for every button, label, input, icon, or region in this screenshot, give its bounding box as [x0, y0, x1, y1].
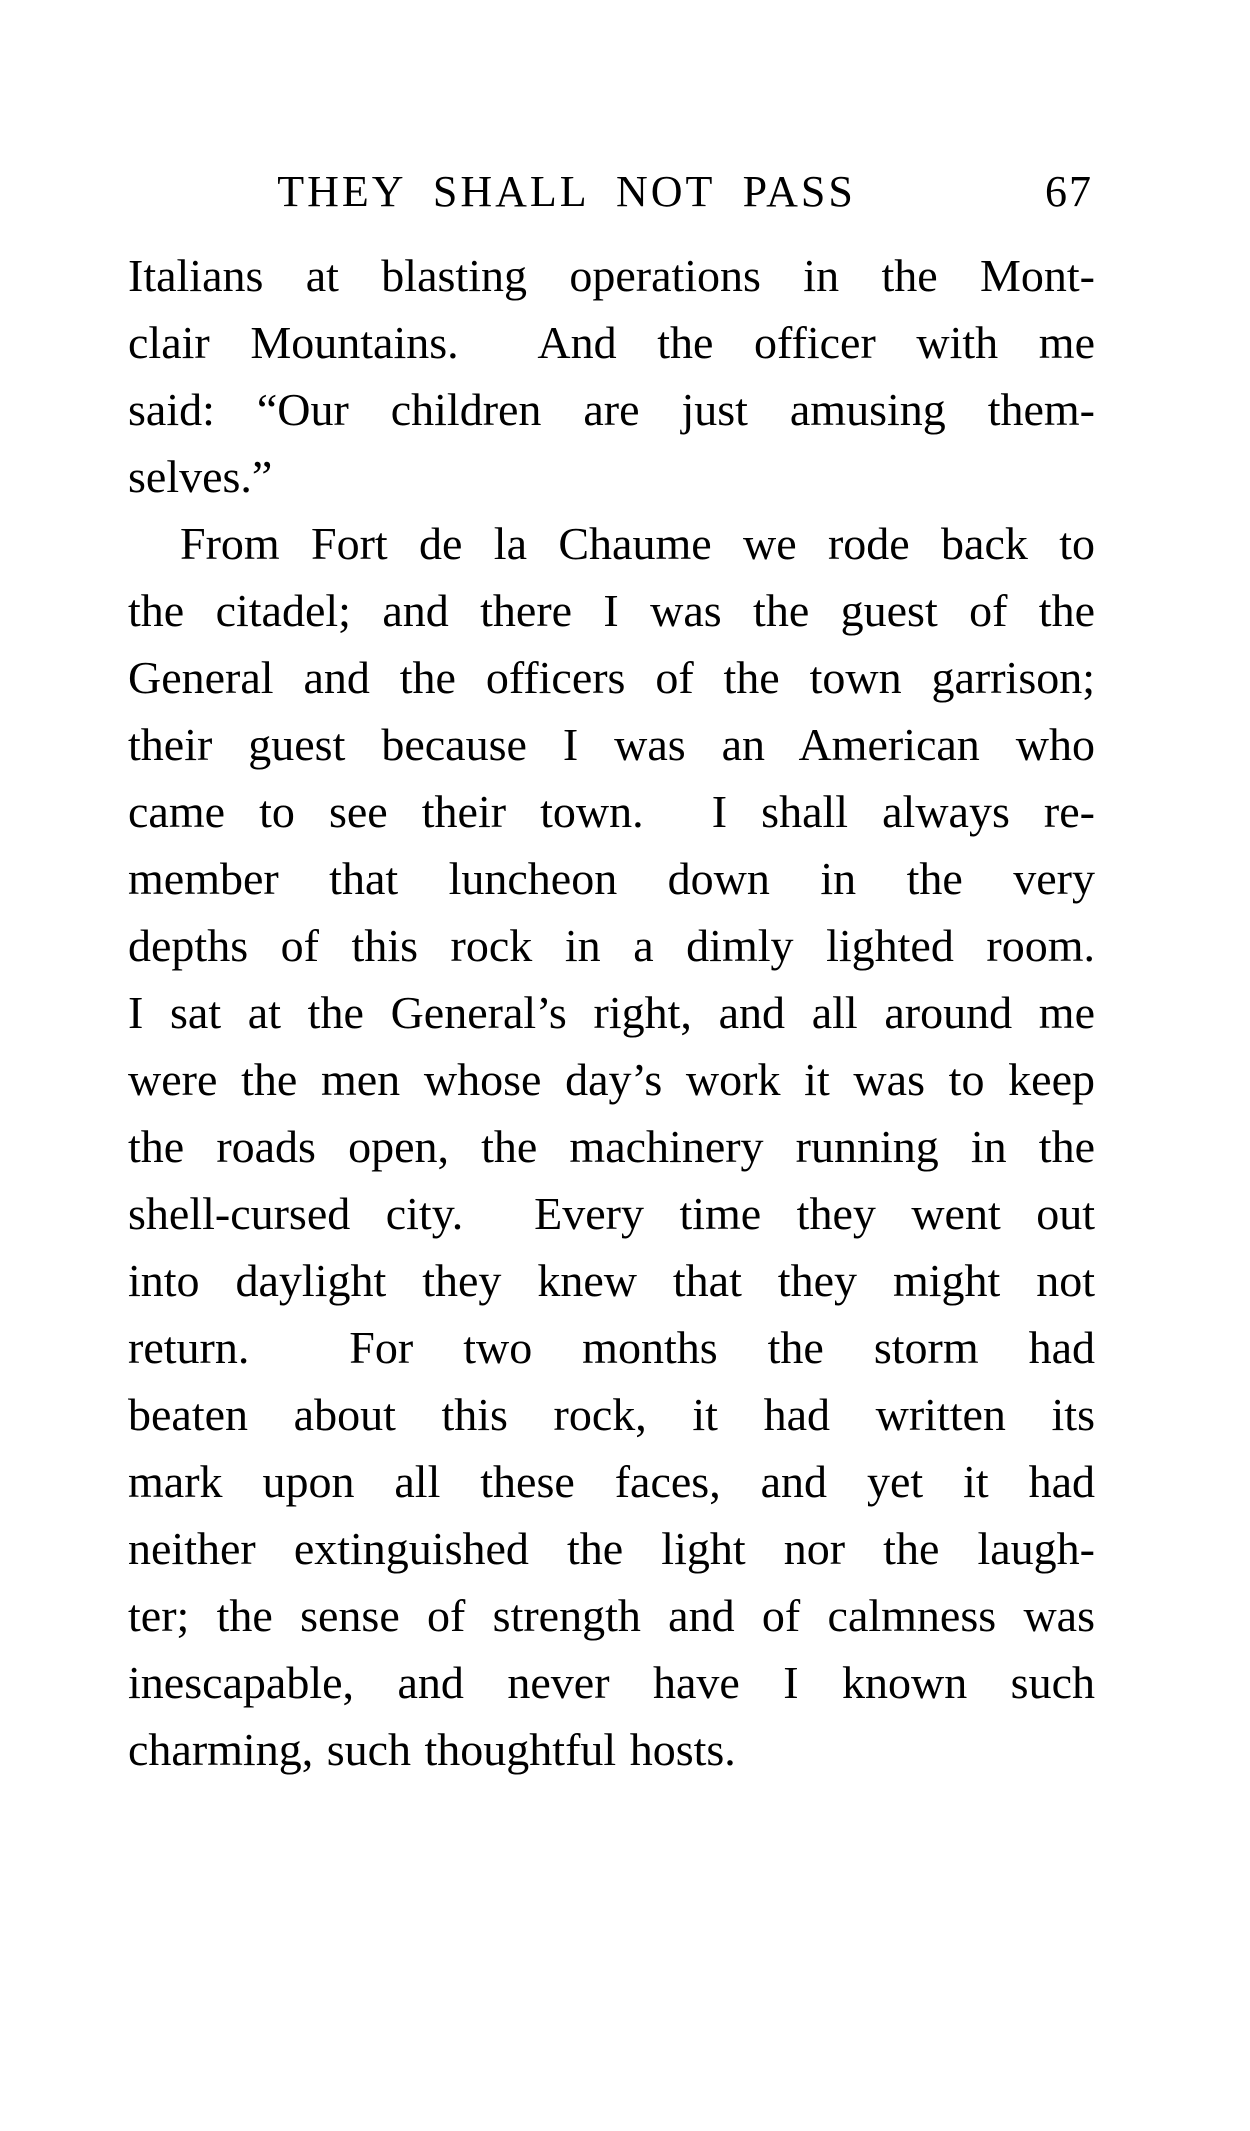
text-line: clair Mountains. And the officer with me	[128, 317, 1095, 368]
text-line: came to see their town. I shall always re-	[128, 786, 1095, 837]
text-line: ter; the sense of strength and of calmness was	[128, 1590, 1095, 1641]
text-line: Italians at blasting operations in the Mont-	[128, 250, 1095, 301]
running-head-title: THEY SHALL NOT PASS	[277, 167, 856, 216]
text-line: their guest because I was an American who	[128, 719, 1095, 770]
text-line: into daylight they knew that they might not	[128, 1255, 1095, 1306]
text-line: I sat at the General’s right, and all around me	[128, 987, 1095, 1038]
running-head	[128, 166, 1095, 218]
text-line: member that luncheon down in the very	[128, 853, 1095, 904]
text-line: depths of this rock in a dimly lighted room.	[128, 920, 1095, 971]
page-body	[128, 242, 1095, 1783]
text-line: neither extinguished the light nor the laugh-	[128, 1523, 1095, 1574]
text-column	[128, 166, 1095, 1783]
text-line: the roads open, the machinery running in the	[128, 1121, 1095, 1172]
text-line: General and the officers of the town garrison;	[128, 652, 1095, 703]
text-line: the citadel; and there I was the guest of the	[128, 585, 1095, 636]
text-line: inescapable, and never have I known such	[128, 1657, 1095, 1708]
page-number: 67	[1045, 167, 1093, 216]
text-line: said: “Our children are just amusing them-	[128, 384, 1095, 435]
text-line: return. For two months the storm had	[128, 1322, 1095, 1373]
text-line: charming, such thoughtful hosts.	[128, 1724, 736, 1775]
text-line: beaten about this rock, it had written its	[128, 1389, 1095, 1440]
text-line: selves.”	[128, 451, 273, 502]
text-line: mark upon all these faces, and yet it had	[128, 1456, 1095, 1507]
text-line: were the men whose day’s work it was to keep	[128, 1054, 1095, 1105]
text-line: From Fort de la Chaume we rode back to	[180, 518, 1095, 569]
text-line: shell-cursed city. Every time they went out	[128, 1188, 1095, 1239]
